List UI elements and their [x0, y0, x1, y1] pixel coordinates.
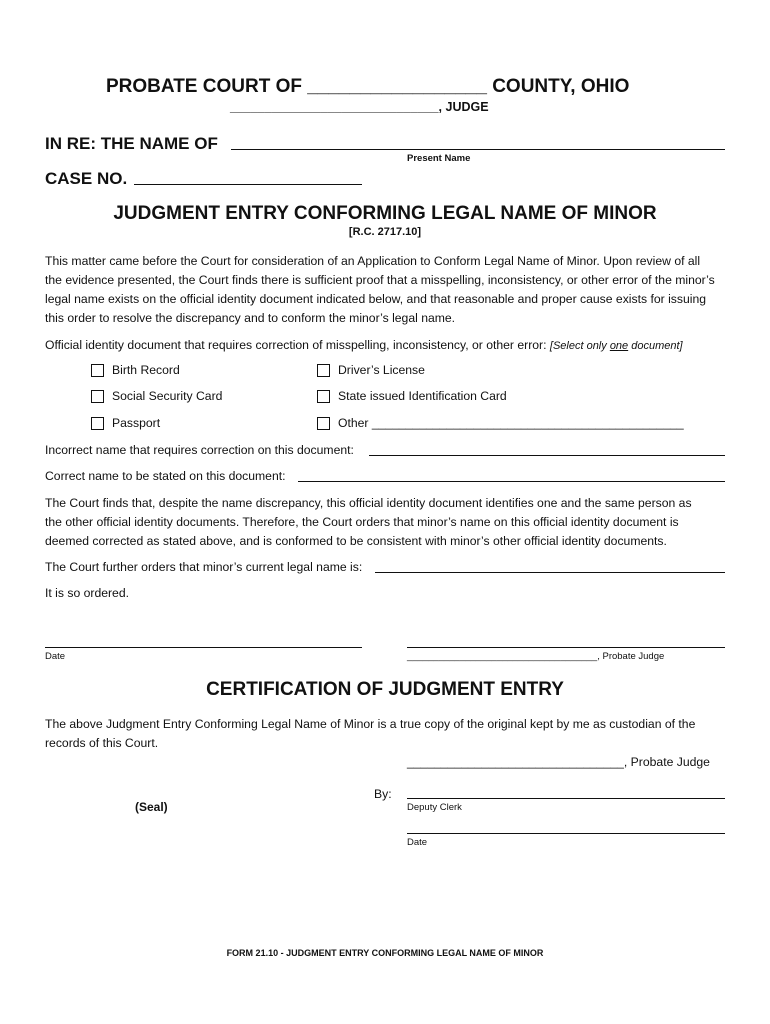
certification-judge-line[interactable]: ________________________________, Probate Judge [407, 755, 710, 769]
drivers-license-checkbox[interactable] [317, 364, 330, 377]
present-name-label: Present Name [407, 153, 471, 164]
document-prompt [45, 336, 683, 356]
findings-line: the other official identity documents. Therefore, the Court orders that minor’s name on this official identity document is [45, 515, 679, 529]
findings-line: The Court finds that, despite the name discrepancy, this official identity document identifies one and the same person as [45, 496, 692, 510]
certification-title: CERTIFICATION OF JUDGMENT ENTRY [206, 679, 564, 700]
findings-line: deemed corrected as stated above, and is conformed to be consistent with minor’s other official identity documents. [45, 534, 667, 548]
document-title: JUDGMENT ENTRY CONFORMING LEGAL NAME OF MINOR [113, 203, 657, 224]
judge-line[interactable]: ______________________________, JUDGE [230, 100, 489, 114]
intro-paragraph [45, 252, 735, 328]
note-emphasis: one [609, 340, 629, 352]
probate-judge-label: ____________________________________, Probate Judge [407, 651, 665, 662]
document-prompt-text: Official identity document that requires correction of misspelling, inconsistency, or other error: [45, 338, 547, 352]
probate-judge-signature-line[interactable] [407, 647, 725, 648]
passport-checkbox[interactable] [91, 417, 104, 430]
so-ordered-text: It is so ordered. [45, 586, 129, 600]
county-blank[interactable]: _________________ [307, 76, 487, 97]
court-heading-right: COUNTY, OHIO [492, 76, 630, 97]
case-no-label: CASE NO. [45, 169, 128, 188]
date-signature-line[interactable] [45, 647, 362, 648]
by-label: By: [374, 787, 392, 801]
state-id-label: State issued Identification Card [338, 389, 507, 403]
intro-line: the evidence presented, the Court finds there is sufficient proof that a misspelling, inconsistency, or other error of the minor’s [45, 273, 715, 287]
social-security-checkbox[interactable] [91, 390, 104, 403]
certification-date-line[interactable] [407, 833, 725, 834]
findings-paragraph [45, 494, 735, 551]
present-name-field[interactable] [231, 149, 725, 150]
incorrect-name-field[interactable] [369, 455, 725, 456]
note-post: document] [628, 340, 683, 352]
correct-name-field[interactable] [298, 481, 725, 482]
deputy-clerk-signature-line[interactable] [407, 798, 725, 799]
certification-line: The above Judgment Entry Conforming Legal Name of Minor is a true copy of the original kept by me as custodian of the [45, 717, 696, 731]
drivers-license-label: Driver’s License [338, 363, 425, 377]
state-id-checkbox[interactable] [317, 390, 330, 403]
court-heading [106, 76, 666, 98]
in-re-label: IN RE: THE NAME OF [45, 134, 218, 153]
intro-line: this order to resolve the discrepancy and to conform the minor’s legal name. [45, 311, 456, 325]
court-heading-left: PROBATE COURT OF [106, 76, 302, 97]
document-prompt-note [550, 340, 683, 352]
certification-date-label: Date [407, 837, 428, 848]
statute-reference: [R.C. 2717.10] [348, 226, 422, 238]
date-label: Date [45, 651, 66, 662]
form-footer: FORM 21.10 - JUDGMENT ENTRY CONFORMING LEGAL NAME OF MINOR [226, 948, 544, 958]
birth-record-label: Birth Record [112, 363, 180, 377]
passport-label: Passport [112, 416, 161, 430]
current-name-field[interactable] [375, 572, 725, 573]
other-label[interactable]: Other ______________________________________________ [338, 416, 684, 430]
other-checkbox[interactable] [317, 417, 330, 430]
current-name-label: The Court further orders that minor’s current legal name is: [45, 560, 363, 574]
birth-record-checkbox[interactable] [91, 364, 104, 377]
case-no-field[interactable] [134, 184, 362, 185]
certification-paragraph [45, 715, 735, 753]
incorrect-name-label: Incorrect name that requires correction on this document: [45, 443, 354, 457]
note-pre: [Select only [549, 340, 610, 352]
intro-line: legal name exists on the official identity document indicated below, and that reasonable and proper cause exists for issuing [45, 292, 707, 306]
social-security-label: Social Security Card [112, 389, 223, 403]
intro-line: This matter came before the Court for consideration of an Application to Conform Legal Name of Minor. Upon review of all [45, 254, 701, 268]
deputy-clerk-label: Deputy Clerk [407, 802, 462, 813]
seal-label: (Seal) [135, 800, 168, 814]
correct-name-label: Correct name to be stated on this document: [45, 469, 286, 483]
certification-line: records of this Court. [45, 736, 159, 750]
